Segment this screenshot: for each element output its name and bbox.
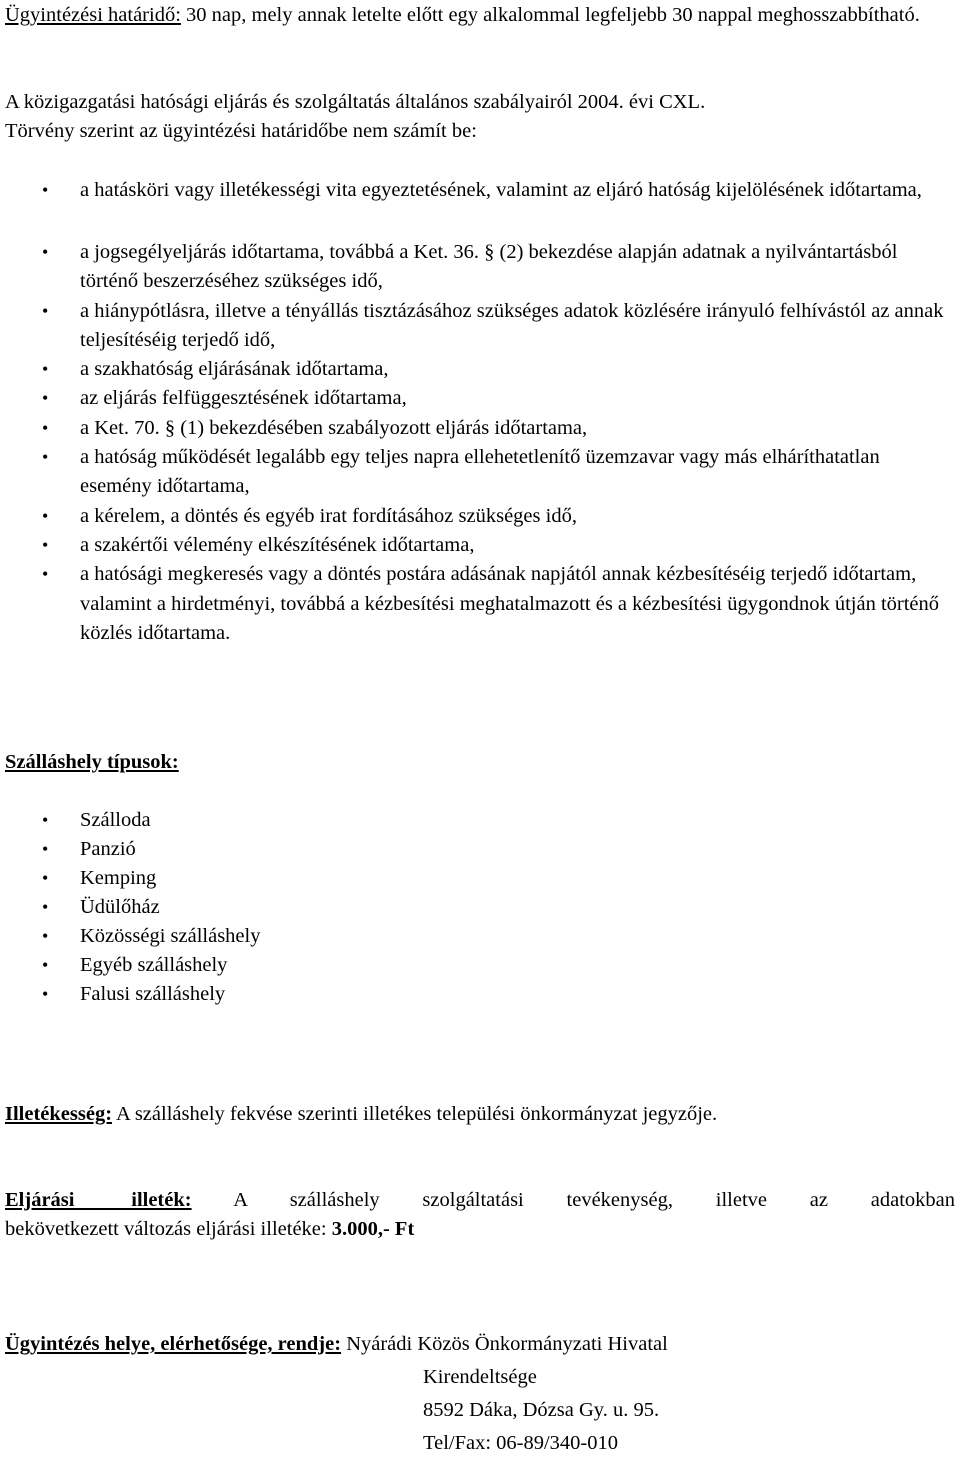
deadline-paragraph <box>5 1 955 30</box>
fee-line2 <box>5 1215 955 1244</box>
fee-text: A szálláshely szolgáltatási tevékenység, illetve az adatokban <box>191 1189 955 1211</box>
list-item: • a szakértői vélemény elkészítésének időtartama, <box>0 531 948 560</box>
list-item: • a szakhatóság eljárásának időtartama, <box>0 355 948 384</box>
deadline-text: 30 nap, mely annak letelte előtt egy alkalommal legfeljebb 30 nappal meghosszabbítható. <box>180 4 920 26</box>
competence-text: A szálláshely fekvése szerinti illetékes települési önkormányzat jegyzője. <box>112 1103 718 1125</box>
office-name: Nyárádi Közös Önkormányzati Hivatal <box>346 1333 668 1355</box>
list-item: • a hatásköri vagy illetékességi vita egyeztetésének, valamint az eljáró hatóság kijelölésének időtartama, <box>0 176 948 205</box>
exclusions-list <box>0 176 948 209</box>
list-item: • a hiánypótlásra, illetve a tényállás tisztázásához szükséges adatok közlésére irányuló felhívástól az annak teljesítéséig terjedő idő, <box>0 297 948 356</box>
fee-text-2: bekövetkezett változás eljárási illetéke: <box>5 1218 332 1240</box>
accommodation-types-list <box>0 806 948 1009</box>
list-item: • a hatósági megkeresés vagy a döntés postára adásának napjától annak kézbesítéséig terjedő időtartam, valamint a hirdetményi, továbbá a kézbesítési meghatalmazott és a kézbesítési ügygondnok útján történő közlés időtartama. <box>0 560 948 648</box>
office-label: Ügyintézés helye, elérhetősége, rendje: <box>5 1333 342 1355</box>
list-item: • a jogsegélyeljárás időtartama, továbbá a Ket. 36. § (2) bekezdése alapján adatnak a nyilvántartásból történő beszerzéséhez szükséges idő, <box>0 238 948 297</box>
competence-label: Illetékesség: <box>5 1103 113 1125</box>
law-intro <box>5 88 955 146</box>
list-item: • Panzió <box>0 835 948 864</box>
office-paragraph <box>5 1328 955 1361</box>
law-intro-line1: A közigazgatási hatósági eljárás és szolgáltatás általános szabályairól 2004. évi CXL. <box>5 91 706 113</box>
list-item: • a hatóság működését legalább egy teljes napra ellehetetlenítő üzemzavar vagy más elháríthatatlan esemény időtartama, <box>0 443 948 502</box>
exclusions-list-cont <box>0 238 948 648</box>
office-phone: Tel/Fax: 06-89/340-010 <box>423 1432 619 1454</box>
list-item: • Közösségi szálláshely <box>0 922 948 951</box>
list-item: • Üdülőház <box>0 893 948 922</box>
list-item: • a kérelem, a döntés és egyéb irat fordításához szükséges idő, <box>0 502 948 531</box>
competence-paragraph <box>5 1100 955 1129</box>
list-item: • Egyéb szálláshely <box>0 951 948 980</box>
fee-paragraph <box>5 1186 955 1244</box>
accommodation-heading <box>5 748 955 777</box>
fee-line1 <box>5 1186 955 1215</box>
list-item: • Kemping <box>0 864 948 893</box>
accommodation-heading-text: Szálláshely típusok: <box>5 751 179 773</box>
law-intro-line2: Törvény szerint az ügyintézési határidőbe nem számít be: <box>5 120 477 142</box>
office-line: Kirendeltsége <box>423 1366 537 1388</box>
list-item: • Falusi szálláshely <box>0 980 948 1009</box>
deadline-label: Ügyintézési határidő: <box>5 4 181 26</box>
fee-label: Eljárási illeték: <box>5 1189 192 1211</box>
list-item: • Szálloda <box>0 806 948 835</box>
office-address-block <box>423 1361 659 1460</box>
fee-amount: 3.000,- Ft <box>331 1218 415 1240</box>
office-address: 8592 Dáka, Dózsa Gy. u. 95. <box>423 1399 660 1421</box>
list-item: • a Ket. 70. § (1) bekezdésében szabályozott eljárás időtartama, <box>0 414 948 443</box>
list-item: • az eljárás felfüggesztésének időtartama, <box>0 384 948 413</box>
